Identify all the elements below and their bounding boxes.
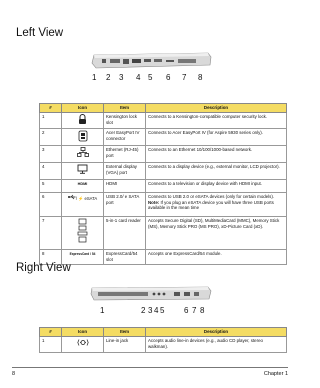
row-number: 1 — [40, 337, 62, 353]
expresscard-icon: ExpressCard / 54 — [69, 252, 96, 256]
callout-3: 3 — [148, 306, 153, 315]
kensington-lock-icon — [78, 114, 87, 125]
row-description: Connects to a Kensington-compatible computer security lock. — [146, 113, 287, 129]
callout-2: 2 — [106, 73, 111, 82]
header-number: # — [40, 328, 62, 337]
table-row — [40, 217, 287, 250]
callout-1: 1 — [100, 306, 105, 315]
callout-5: 5 — [148, 73, 153, 82]
row-item: Acer EasyPort IV connector — [104, 129, 146, 146]
right-view-title: Right View — [16, 262, 71, 274]
callout-4: 4 — [154, 306, 159, 315]
usb-esata-icon: / ⚡ eSATA — [75, 196, 98, 201]
row-description: Accepts audio line-in devices (e.g., audio CD player, stereo walkman). — [146, 337, 287, 353]
page-number: 8 — [12, 371, 16, 377]
table-row — [40, 146, 287, 163]
row-description: Accepts Secure Digital (SD), MultiMediaCard (MMC), Memory Stick (MS), Memory Stick PRO (MS PRO), xD-Picture Card (xD). — [146, 217, 287, 250]
callout-8: 8 — [200, 306, 205, 315]
callout-3: 3 — [119, 73, 124, 82]
callout-6: 6 — [166, 73, 171, 82]
row-number: 6 — [40, 193, 62, 217]
row-number: 7 — [40, 217, 62, 250]
card-reader-icon — [76, 218, 90, 244]
header-item: Item — [104, 328, 146, 337]
row-item: HDMI — [104, 180, 146, 193]
row-item: 5-in-1 card reader — [104, 217, 146, 250]
row-item: Kensington lock slot — [104, 113, 146, 129]
display-port-icon — [77, 164, 88, 174]
row-item: External display (VGA) port — [104, 163, 146, 180]
table-row — [40, 113, 287, 129]
callout-5: 5 — [160, 306, 165, 315]
callout-8: 8 — [198, 73, 203, 82]
line-in-jack-icon — [77, 338, 89, 347]
row-number: 4 — [40, 163, 62, 180]
row-item: Ethernet (RJ-45) port — [104, 146, 146, 163]
left-view-table — [39, 103, 287, 265]
header-icon: Icon — [62, 104, 104, 113]
header-icon: Icon — [62, 328, 104, 337]
header-number: # — [40, 104, 62, 113]
row-number: 2 — [40, 129, 62, 146]
row-number: 5 — [40, 180, 62, 193]
callout-1: 1 — [92, 73, 97, 82]
table-row — [40, 180, 287, 193]
callout-7: 7 — [192, 306, 197, 315]
header-description: Description — [146, 328, 287, 337]
callout-4: 4 — [136, 73, 141, 82]
table-row — [40, 250, 287, 265]
laptop-right-side-image — [90, 282, 212, 304]
table-row — [40, 193, 287, 217]
acer-easyport-icon — [78, 130, 88, 142]
note-label: Note: — [148, 199, 160, 205]
laptop-left-side-image — [90, 48, 212, 72]
callout-6: 6 — [184, 306, 189, 315]
right-view-table — [39, 327, 287, 353]
row-number: 1 — [40, 113, 62, 129]
footer-divider — [12, 367, 288, 368]
row-item: Line-in jack — [104, 337, 146, 353]
hdmi-icon: HDMI — [77, 182, 88, 186]
row-description-with-note — [146, 193, 287, 217]
header-item: Item — [104, 104, 146, 113]
row-description: Connects to a display device (e.g., external monitor, LCD projector). — [146, 163, 287, 180]
chapter-label: Chapter 1 — [263, 371, 288, 377]
header-description: Description — [146, 104, 287, 113]
row-item: ExpressCard/54 slot — [104, 250, 146, 265]
row-description: Connects to USB 2.0 or eSATA devices (only for certain models). — [148, 194, 274, 199]
row-description: Connects to a television or display device with HDMI input. — [146, 180, 287, 193]
table-header-row — [40, 328, 287, 337]
usb-icon — [68, 194, 76, 200]
row-number: 8 — [40, 250, 62, 265]
callout-7: 7 — [182, 73, 187, 82]
callout-2: 2 — [141, 306, 146, 315]
row-item: USB 2.0/ e SATA port — [104, 193, 146, 217]
row-description: Connects to Acer EasyPort IV (for Aspire 5930 series only). — [146, 129, 287, 146]
table-row — [40, 337, 287, 353]
row-description: Connects to an Ethernet 10/100/1000-based network. — [146, 146, 287, 163]
row-description: Accepts one ExpressCard/54 module. — [146, 250, 287, 265]
row-number: 3 — [40, 146, 62, 163]
table-row — [40, 163, 287, 180]
table-row — [40, 129, 287, 146]
left-view-title: Left View — [16, 27, 64, 39]
ethernet-icon — [77, 147, 89, 157]
table-header-row — [40, 104, 287, 113]
note-text: If you plug an eSATA device you will have three USB ports available in the mean time — [148, 199, 274, 210]
